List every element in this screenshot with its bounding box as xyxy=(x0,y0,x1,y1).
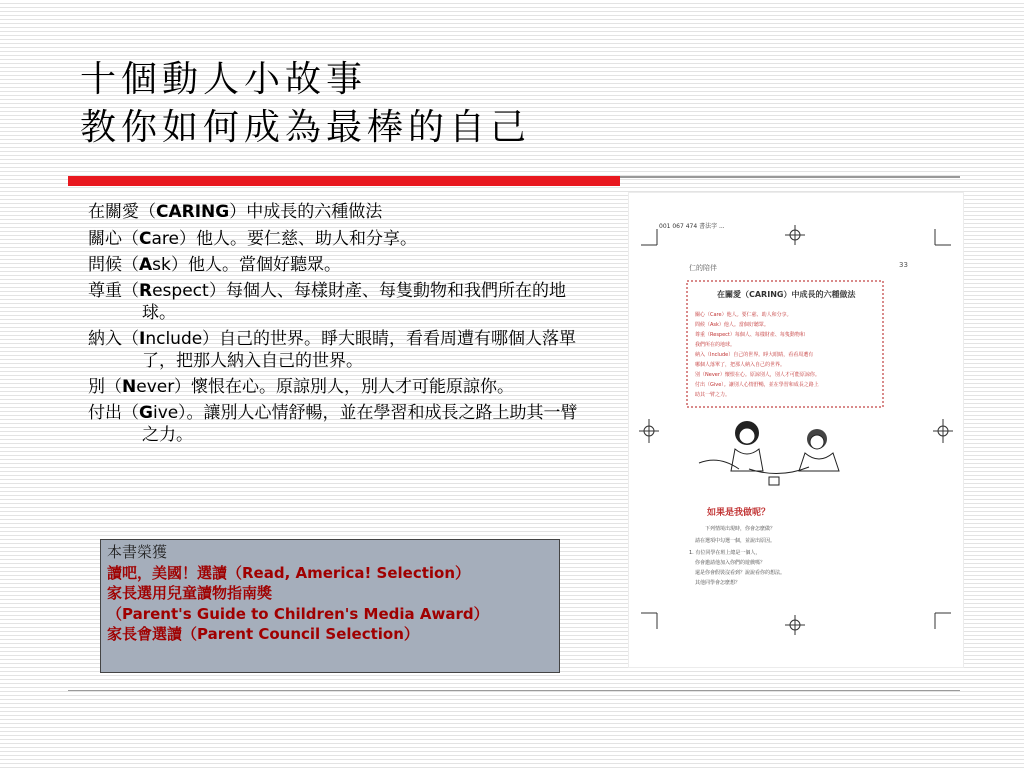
book-box-line: 別（Never）懷恨在心。原諒別人，別人才可能原諒你。 xyxy=(695,372,820,378)
item-text: ）每個人、每樣財產、每隻動物和我們所在的地球。 xyxy=(142,281,566,323)
book-text-line: 1. 有位同學在班上總是一個人， xyxy=(689,550,761,556)
award-intro: 本書榮獲 xyxy=(107,543,168,561)
book-page-image xyxy=(628,192,964,668)
award-line-parents-guide-en: （Parent's Guide to Children's Media Award） xyxy=(107,604,489,623)
caring-list xyxy=(88,200,588,450)
item-label: 納入（Include xyxy=(88,329,203,349)
book-box-line: 尊重（Respect）每個人、每樣財產、每隻動物和 xyxy=(695,332,805,338)
book-header: 001 067 474 書法字 ... xyxy=(659,223,725,230)
item-text: ）。讓別人心情舒暢，並在學習和成長之路上助其一臂之力。 xyxy=(142,403,578,445)
heading-prefix: 在關愛（ xyxy=(88,202,156,222)
heading-caring-word: CARING xyxy=(156,202,230,222)
item-label: 別（Never xyxy=(88,377,175,397)
item-label: 尊重（Respect xyxy=(88,281,209,301)
book-box-line: 助其一臂之力。 xyxy=(695,392,731,398)
book-box-line: 納入（Include）自己的世界。睜大眼睛，看看周遭有 xyxy=(695,352,814,358)
book-text-line: 還是你會假裝沒看到？說說看你的想法。 xyxy=(695,570,786,576)
award-line-read-america: 讀吧，美國！選讀（Read, America! Selection） xyxy=(107,563,471,582)
caring-item-respect xyxy=(88,280,588,324)
book-box-line: 我們所在的地球。 xyxy=(695,342,736,348)
title-underline-red xyxy=(68,176,620,186)
caring-item-ask xyxy=(88,254,588,276)
title-line-1: 十個動人小故事 xyxy=(80,59,368,100)
book-section-label: 仁的陪伴 xyxy=(689,264,717,272)
book-page-graphics xyxy=(629,193,965,669)
award-line-parent-council: 家長會選讀（Parent Council Selection） xyxy=(107,625,419,643)
item-text: ）懷恨在心。原諒別人，別人才可能原諒你。 xyxy=(174,377,514,397)
crop-marks xyxy=(639,225,953,635)
book-text-line: 其他同學會怎麼想？ xyxy=(695,580,741,586)
item-label: 關心（Care xyxy=(88,229,179,249)
book-text-line: 請在選項中勾選一個，並說出原因。 xyxy=(695,538,776,544)
book-box-line: 關心（Care）他人。要仁慈、助人和分享。 xyxy=(695,312,792,318)
item-label: 付出（Give xyxy=(88,403,179,423)
book-box-line: 付出（Give）。讓別人心情舒暢，並在學習和成長之路上 xyxy=(695,382,819,388)
caring-item-include xyxy=(88,328,588,372)
award-line-parents-guide-zh: 家長選用兒童讀物指南獎 xyxy=(107,584,273,602)
item-text: ）他人。當個好聽眾。 xyxy=(171,255,341,275)
caring-item-never xyxy=(88,376,588,398)
book-text-line: 你會邀請他加入你們的遊戲嗎？ xyxy=(695,560,766,566)
item-label: 問候（Ask xyxy=(88,255,171,275)
caring-heading xyxy=(88,200,588,224)
book-box-line: 問候（Ask）他人。當個好聽眾。 xyxy=(695,322,769,328)
book-page-number: 33 xyxy=(899,261,908,269)
item-text: ）他人。要仁慈、助人和分享。 xyxy=(179,229,417,249)
item-text: ）自己的世界。睜大眼睛，看看周遭有哪個人落單了，把那人納入自己的世界。 xyxy=(142,329,576,371)
book-question-heading: 如果是我做呢？ xyxy=(707,508,771,518)
book-box-line: 哪個人落單了，把那人納入自己的世界。 xyxy=(695,362,786,368)
footer-rule xyxy=(68,690,960,691)
title-line-2: 教你如何成為最棒的自己 xyxy=(80,107,532,148)
caring-item-care xyxy=(88,228,588,250)
slide-title xyxy=(80,56,531,152)
award-box xyxy=(100,539,560,673)
title-underline-gray xyxy=(620,176,960,178)
book-text-line: 下列情境出現時，你會怎麼做？ xyxy=(705,526,776,532)
book-box-title: 在關愛（CARING）中成長的六種做法 xyxy=(717,290,856,299)
caring-item-give xyxy=(88,402,588,446)
heading-suffix: ）中成長的六種做法 xyxy=(229,202,383,222)
children-illustration xyxy=(699,421,839,485)
